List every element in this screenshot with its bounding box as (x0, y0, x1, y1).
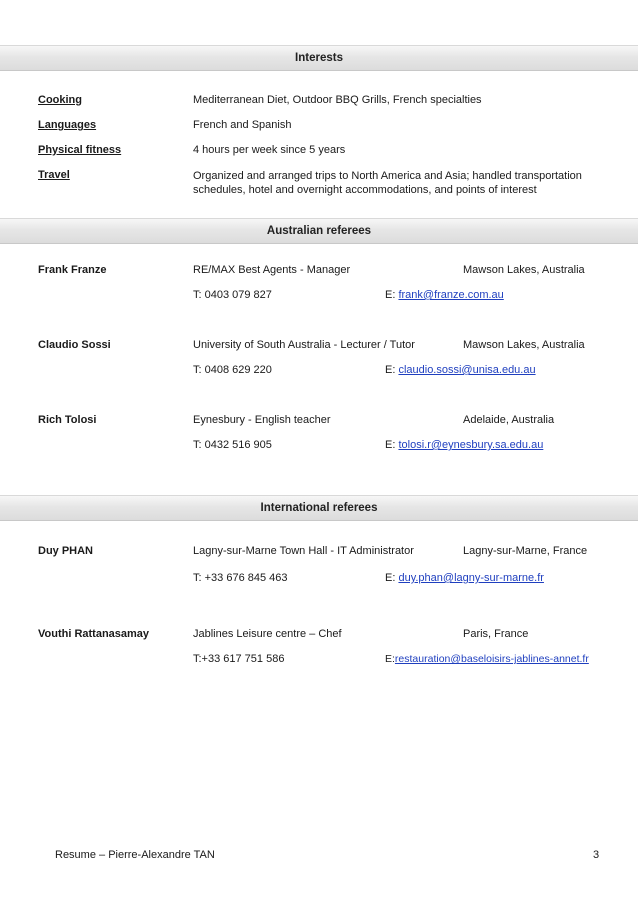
interests-heading: Interests (0, 45, 638, 71)
interest-value-travel: Organized and arranged trips to North America and Asia; handled transportation schedules, hotel and overnight accommodations, and points of interest (193, 170, 582, 196)
referee-phone: T: 0403 079 827 (193, 289, 272, 301)
interest-label-physical-fitness: Physical fitness (38, 144, 122, 156)
referee-role: University of South Australia - Lecturer / Tutor (193, 339, 415, 351)
interest-label-travel: Travel (38, 169, 70, 181)
international-referees-heading: International referees (0, 495, 638, 521)
interest-value-physical-fitness: 4 hours per week since 5 years (193, 144, 346, 156)
referee-location: Paris, France (463, 628, 529, 640)
referee-location: Mawson Lakes, Australia (463, 264, 585, 276)
referee-email-row (385, 289, 504, 301)
referee-role: Eynesbury - English teacher (193, 414, 331, 426)
page-number: 3 (593, 849, 600, 861)
interest-label-cooking: Cooking (38, 94, 82, 106)
referee-role: Lagny-sur-Marne Town Hall - IT Administrator (193, 545, 414, 557)
email-prefix: E: (385, 653, 395, 665)
email-link[interactable]: tolosi.r@eynesbury.sa.edu.au (398, 439, 544, 451)
footer-title: Resume – Pierre-Alexandre TAN (55, 849, 215, 861)
referee-email-row (385, 364, 536, 376)
referee-role: Jablines Leisure centre – Chef (193, 628, 342, 640)
referee-location: Lagny-sur-Marne, France (463, 545, 588, 557)
email-link[interactable]: duy.phan@lagny-sur-marne.fr (398, 572, 544, 584)
email-prefix: E: (385, 572, 399, 584)
interest-label-languages: Languages (38, 119, 97, 131)
referee-name: Vouthi Rattanasamay (38, 628, 150, 640)
email-prefix: E: (385, 364, 399, 376)
australian-referees-heading: Australian referees (0, 218, 638, 244)
email-prefix: E: (385, 439, 399, 451)
referee-name: Frank Franze (38, 264, 107, 276)
email-link[interactable]: restauration@baseloisirs-jablines-annet.fr (394, 653, 589, 665)
referee-phone: T: 0408 629 220 (193, 364, 272, 376)
interest-value-cooking: Mediterranean Diet, Outdoor BBQ Grills, French specialties (193, 94, 482, 106)
referee-phone: T:+33 617 751 586 (193, 653, 285, 665)
referee-email-row (385, 439, 543, 451)
referee-location: Adelaide, Australia (463, 414, 555, 426)
referee-name: Rich Tolosi (38, 414, 97, 426)
referee-location: Mawson Lakes, Australia (463, 339, 585, 351)
referee-phone: T: 0432 516 905 (193, 439, 272, 451)
referee-role: RE/MAX Best Agents - Manager (193, 264, 351, 276)
referee-name: Claudio Sossi (38, 339, 111, 351)
referee-email-row (385, 572, 544, 584)
referee-phone: T: +33 676 845 463 (193, 572, 288, 584)
email-prefix: E: (385, 289, 399, 301)
referee-email-row (385, 653, 589, 665)
referee-name: Duy PHAN (38, 545, 94, 557)
email-link[interactable]: claudio.sossi@unisa.edu.au (398, 364, 536, 376)
email-link[interactable]: frank@franze.com.au (398, 289, 504, 301)
interest-value-languages: French and Spanish (193, 119, 292, 131)
